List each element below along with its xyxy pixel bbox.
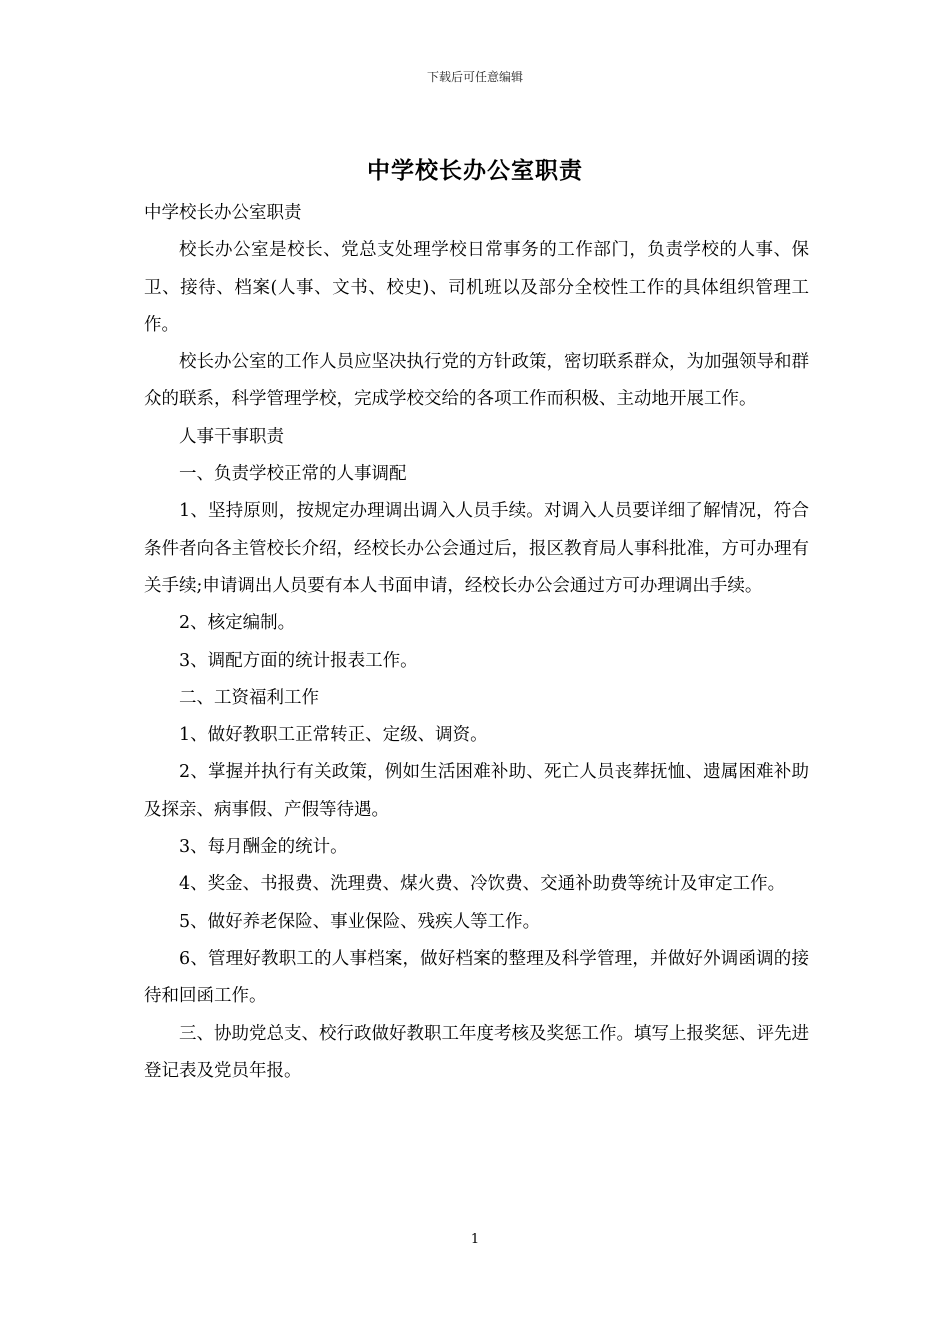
section-heading: 一、负责学校正常的人事调配 bbox=[179, 464, 407, 485]
paragraph: 6、管理好教职工的人事档案，做好档案的整理及科学管理，并做好外调函调的接待和回函工作。 bbox=[144, 948, 809, 1007]
section-heading: 人事干事职责 bbox=[179, 426, 284, 447]
paragraph: 3、每月酬金的统计。 bbox=[179, 837, 348, 858]
paragraph: 1、坚持原则，按规定办理调出调入人员手续。对调入人员要详细了解情况，符合条件者向各主管校长介绍，经校长办公会通过后，报区教育局人事科批准，方可办理有关手续;申请调出人员要有本人书面申请，经校长办公会通过方可办理调出手续。 bbox=[144, 501, 809, 596]
paragraph: 2、掌握并执行有关政策，例如生活困难补助、死亡人员丧葬抚恤、遗属困难补助及探亲、病事假、产假等待遇。 bbox=[144, 762, 809, 820]
paragraph: 2、核定编制。 bbox=[179, 613, 296, 634]
paragraph: 校长办公室的工作人员应坚决执行党的方针政策，密切联系群众，为加强领导和群众的联系，科学管理学校，完成学校交给的各项工作而积极、主动地开展工作。 bbox=[144, 352, 809, 410]
section-heading: 二、工资福利工作 bbox=[179, 687, 319, 708]
paragraph: 中学校长办公室职责 bbox=[144, 203, 302, 223]
document-title: 中学校长办公室职责 bbox=[367, 158, 583, 184]
header-note: 下载后可任意编辑 bbox=[426, 70, 523, 84]
page-number: 1 bbox=[470, 1232, 480, 1247]
paragraph: 三、协助党总支、校行政做好教职工年度考核及奖惩工作。填写上报奖惩、评先进登记表及党员年报。 bbox=[144, 1023, 809, 1081]
document-body bbox=[144, 195, 809, 1090]
paragraph: 校长办公室是校长、党总支处理学校日常事务的工作部门，负责学校的人事、保卫、接待、档案(人事、文书、校史)、司机班以及部分全校性工作的具体组织管理工作。 bbox=[144, 240, 809, 335]
paragraph: 4、奖金、书报费、洗理费、煤火费、冷饮费、交通补助费等统计及审定工作。 bbox=[179, 874, 786, 895]
paragraph: 5、做好养老保险、事业保险、残疾人等工作。 bbox=[179, 911, 541, 932]
paragraph: 1、做好教职工正常转正、定级、调资。 bbox=[179, 725, 488, 746]
paragraph: 3、调配方面的统计报表工作。 bbox=[179, 650, 418, 671]
